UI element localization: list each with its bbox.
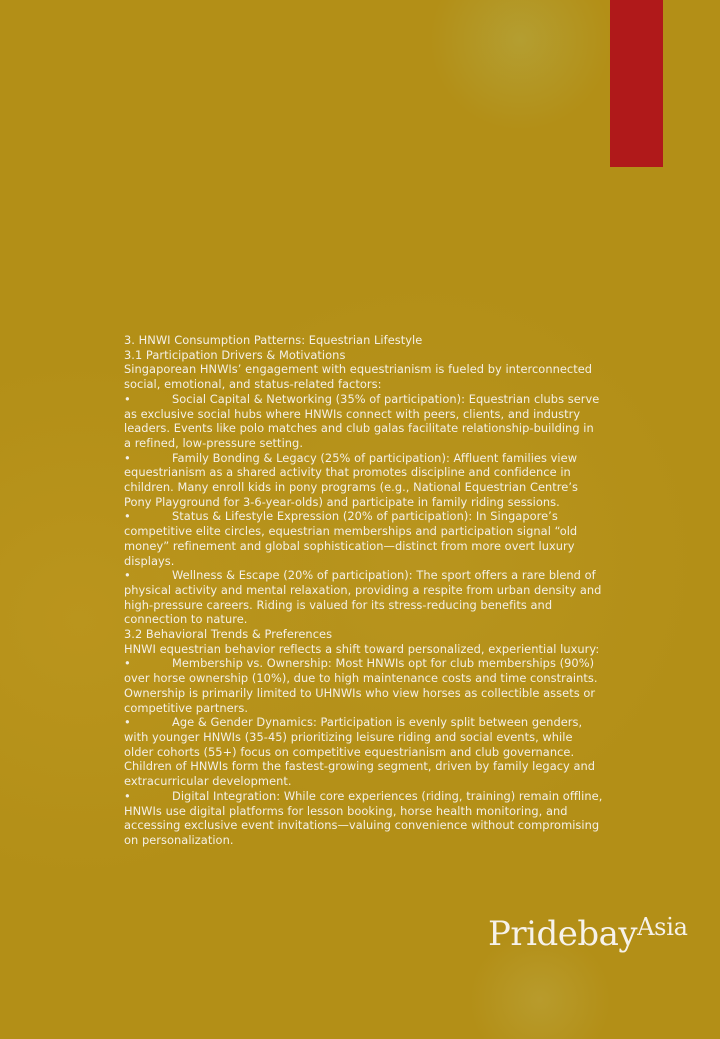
bullet-icon: • (124, 568, 131, 583)
red-ribbon-bookmark (610, 0, 663, 167)
list-item-text: Membership vs. Ownership: Most HNWIs opt for club memberships (90%) over horse ownership (10%), due to high maintenance costs and time constraints. Ownership is primarily limited to UHNWIs who view horses as collectible assets or competitive partners. (124, 656, 598, 715)
bullet-icon: • (124, 450, 131, 465)
list-item-text: Digital Integration: While core experiences (riding, training) remain offline, HNWIs use digital platforms for lesson booking, horse health monitoring, and accessing exclusive event invitations—valuing convenience without compromising on personalization. (124, 788, 603, 847)
list-item-text: Family Bonding & Legacy (25% of participation): Affluent families view equestrianism as a shared activity that promotes discipline and confidence in children. Many enroll kids in pony programs (e.g., National Equestrian Centre’s Pony Playground for 3-6-year-olds) and participate in family riding sessions. (124, 450, 578, 509)
bullet-icon: • (124, 391, 131, 406)
bullet-icon: • (124, 715, 131, 730)
list-item-text: Age & Gender Dynamics: Participation is evenly split between genders, with younger HNWIs (35-45) prioritizing leisure riding and social events, while older cohorts (55+) focus on competitive equestrianism and club governance. Children of HNWIs form the fastest-growing segment, driven by family legacy and extracurricular development. (124, 715, 596, 789)
list-item (124, 715, 604, 789)
logo-suffix-text: Asia (637, 913, 688, 941)
intro-paragraph: HNWI equestrian behavior reflects a shift toward personalized, experiential luxury: (124, 641, 600, 656)
list-item (124, 509, 604, 568)
list-item (124, 568, 604, 627)
document-body (124, 333, 604, 848)
list-item-text: Status & Lifestyle Expression (20% of participation): In Singapore’s competitive elite circles, equestrian memberships and participation signal “old money” refinement and global sophistication—distinct from more overt luxury displays. (124, 509, 578, 568)
bullet-icon: • (124, 509, 131, 524)
list-item-text: Social Capital & Networking (35% of participation): Equestrian clubs serve as exclusive social hubs where HNWIs connect with peers, clients, and industry leaders. Events like polo matches and club galas facilitate relationship-building in a refined, low-pressure setting. (124, 391, 600, 450)
subsection-heading: 3.2 Behavioral Trends & Preferences (124, 627, 333, 642)
logo-main-text: Pridebay (488, 914, 638, 954)
section-heading: 3. HNWI Consumption Patterns: Equestrian Lifestyle (124, 333, 423, 347)
list-item (124, 656, 604, 715)
intro-paragraph: Singaporean HNWIs’ engagement with equestrianism is fueled by interconnected social, emotional, and status-related factors: (124, 362, 593, 392)
pridebay-asia-logo (488, 914, 688, 954)
list-item (124, 789, 604, 848)
list-item-text: Wellness & Escape (20% of participation): The sport offers a rare blend of physical activity and mental relaxation, providing a respite from urban density and high-pressure careers. Riding is valued for its stress-reducing benefits and connection to nature. (124, 568, 602, 627)
list-item (124, 451, 604, 510)
bullet-icon: • (124, 788, 131, 803)
list-item (124, 392, 604, 451)
subsection-heading: 3.1 Participation Drivers & Motivations (124, 347, 346, 362)
bullet-icon: • (124, 656, 131, 671)
